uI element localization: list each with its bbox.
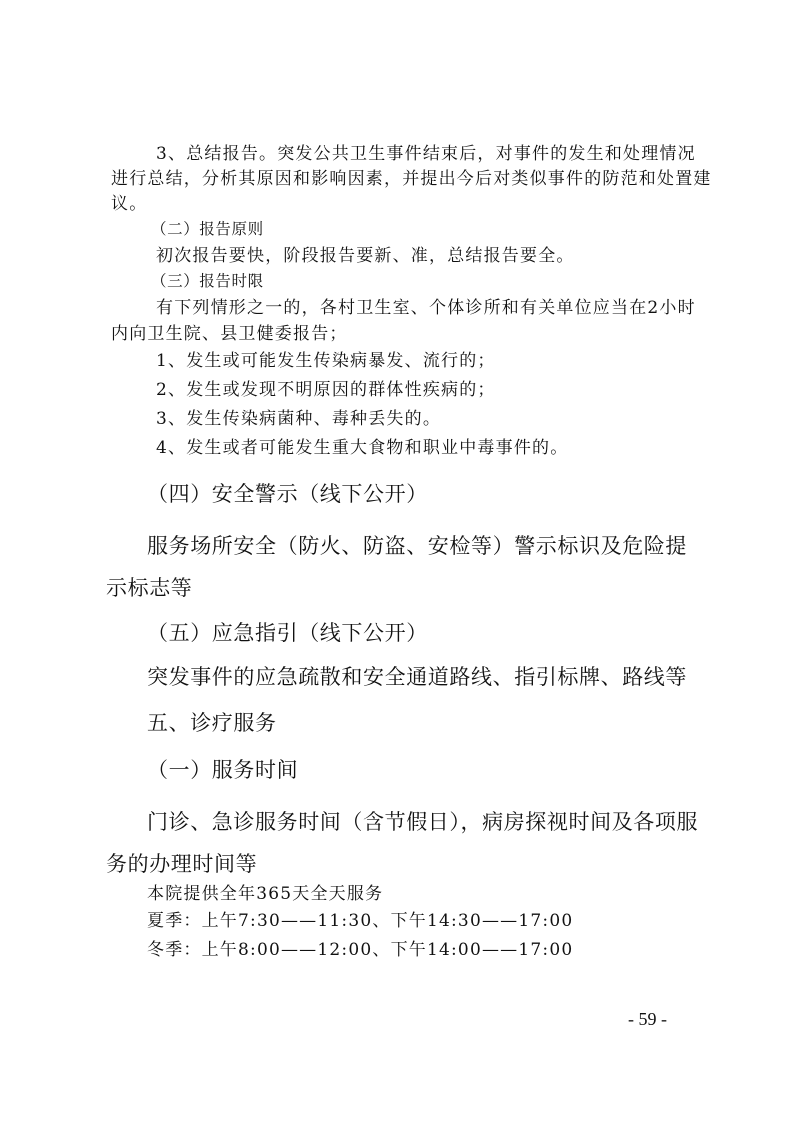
- paragraph-summary-report-line-2: 进行总结，分析其原因和影响因素，并提出今后对类似事件的防范和处置建: [111, 169, 712, 189]
- paragraph-service-time-line-2: 务的办理时间等: [106, 852, 258, 876]
- paragraph-time-limit-line-2: 内向卫生院、县卫健委报告；: [111, 324, 348, 344]
- heading-service-time: （一）服务时间: [147, 758, 299, 782]
- list-item-3: 3、发生传染病菌种、毒种丢失的。: [156, 409, 442, 429]
- heading-safety-warning: （四）安全警示（线下公开）: [147, 482, 428, 506]
- winter-hours: 冬季：上午8:00——12:00、下午14:00——17:00: [147, 940, 574, 960]
- list-item-2: 2、发生或发现不明原因的群体性疾病的；: [156, 380, 496, 400]
- paragraph-summary-report-line-1: 3、总结报告。突发公共卫生事件结束后，对事件的发生和处理情况: [156, 144, 696, 164]
- list-item-1: 1、发生或可能发生传染病暴发、流行的；: [156, 351, 496, 371]
- service-all-year: 本院提供全年365天全天服务: [147, 884, 384, 904]
- heading-emergency-guide: （五）应急指引（线下公开）: [147, 621, 428, 645]
- heading-report-time-limit: （三）报告时限: [151, 272, 264, 290]
- paragraph-time-limit-line-1: 有下列情形之一的，各村卫生室、个体诊所和有关单位应当在2小时: [156, 298, 696, 318]
- heading-medical-service: 五、诊疗服务: [147, 711, 277, 735]
- paragraph-safety-warning-line-1: 服务场所安全（防火、防盗、安检等）警示标识及危险提: [147, 534, 687, 558]
- paragraph-report-principle: 初次报告要快，阶段报告要新、准，总结报告要全。: [156, 246, 575, 266]
- heading-report-principle: （二）报告原则: [151, 220, 264, 238]
- paragraph-service-time-line-1: 门诊、急诊服务时间（含节假日），病房探视时间及各项服: [147, 810, 699, 834]
- summer-hours: 夏季：上午7:30——11:30、下午14:30——17:00: [147, 911, 574, 931]
- paragraph-emergency-guide: 突发事件的应急疏散和安全通道路线、指引标牌、路线等: [147, 665, 687, 689]
- paragraph-summary-report-line-3: 议。: [111, 194, 148, 214]
- page-number: - 59 -: [628, 1009, 667, 1029]
- paragraph-safety-warning-line-2: 示标志等: [106, 576, 193, 600]
- list-item-4: 4、发生或者可能发生重大食物和职业中毒事件的。: [156, 438, 569, 458]
